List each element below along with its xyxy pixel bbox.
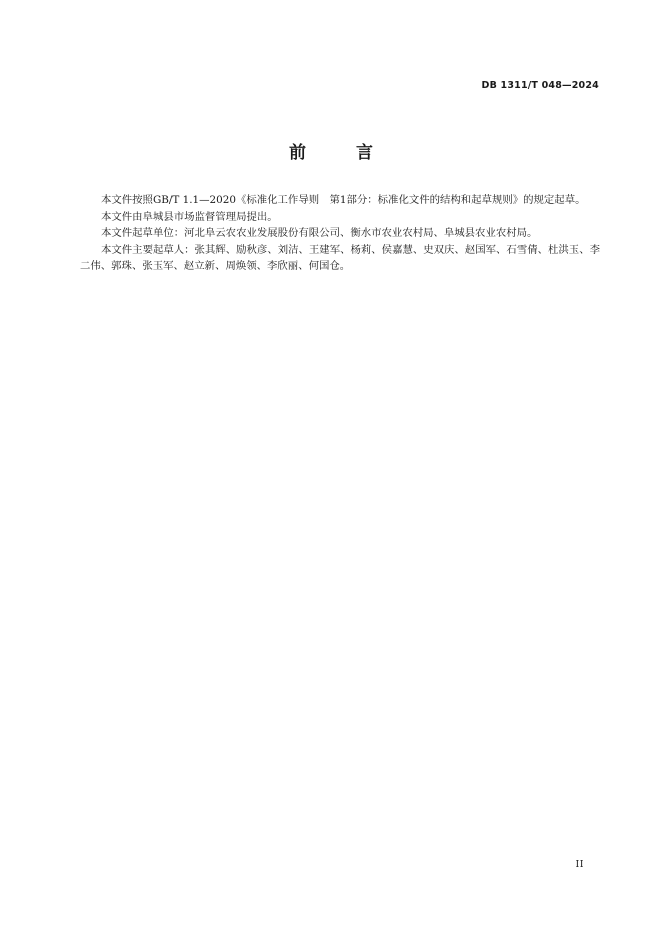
paragraph-proposer: 本文件由阜城县市场监督管理局提出。 (101, 210, 278, 223)
paragraph-drafters: 本文件主要起草人：张其辉、励秋彦、刘洁、王建军、杨莉、侯嘉慧、史双庆、赵国军、石雪倩、杜洪玉、李二伟、郭珠、张玉军、赵立新、周焕领、李欣丽、何国仓。 (80, 243, 600, 272)
page-title: 前 言 (289, 143, 395, 163)
document-code: DB 1311/T 048—2024 (481, 80, 599, 91)
page-number: II (575, 859, 584, 870)
foreword-body (80, 192, 600, 275)
paragraph-drafting-units: 本文件起草单位：河北阜云农农业发展股份有限公司、衡水市农业农村局、阜城县农业农村局。 (101, 227, 538, 239)
paragraph-drafting-basis: 本文件按照GB/T 1.1—2020《标准化工作导则 第1部分：标准化文件的结构和起草规则》的规定起草。 (101, 194, 586, 206)
